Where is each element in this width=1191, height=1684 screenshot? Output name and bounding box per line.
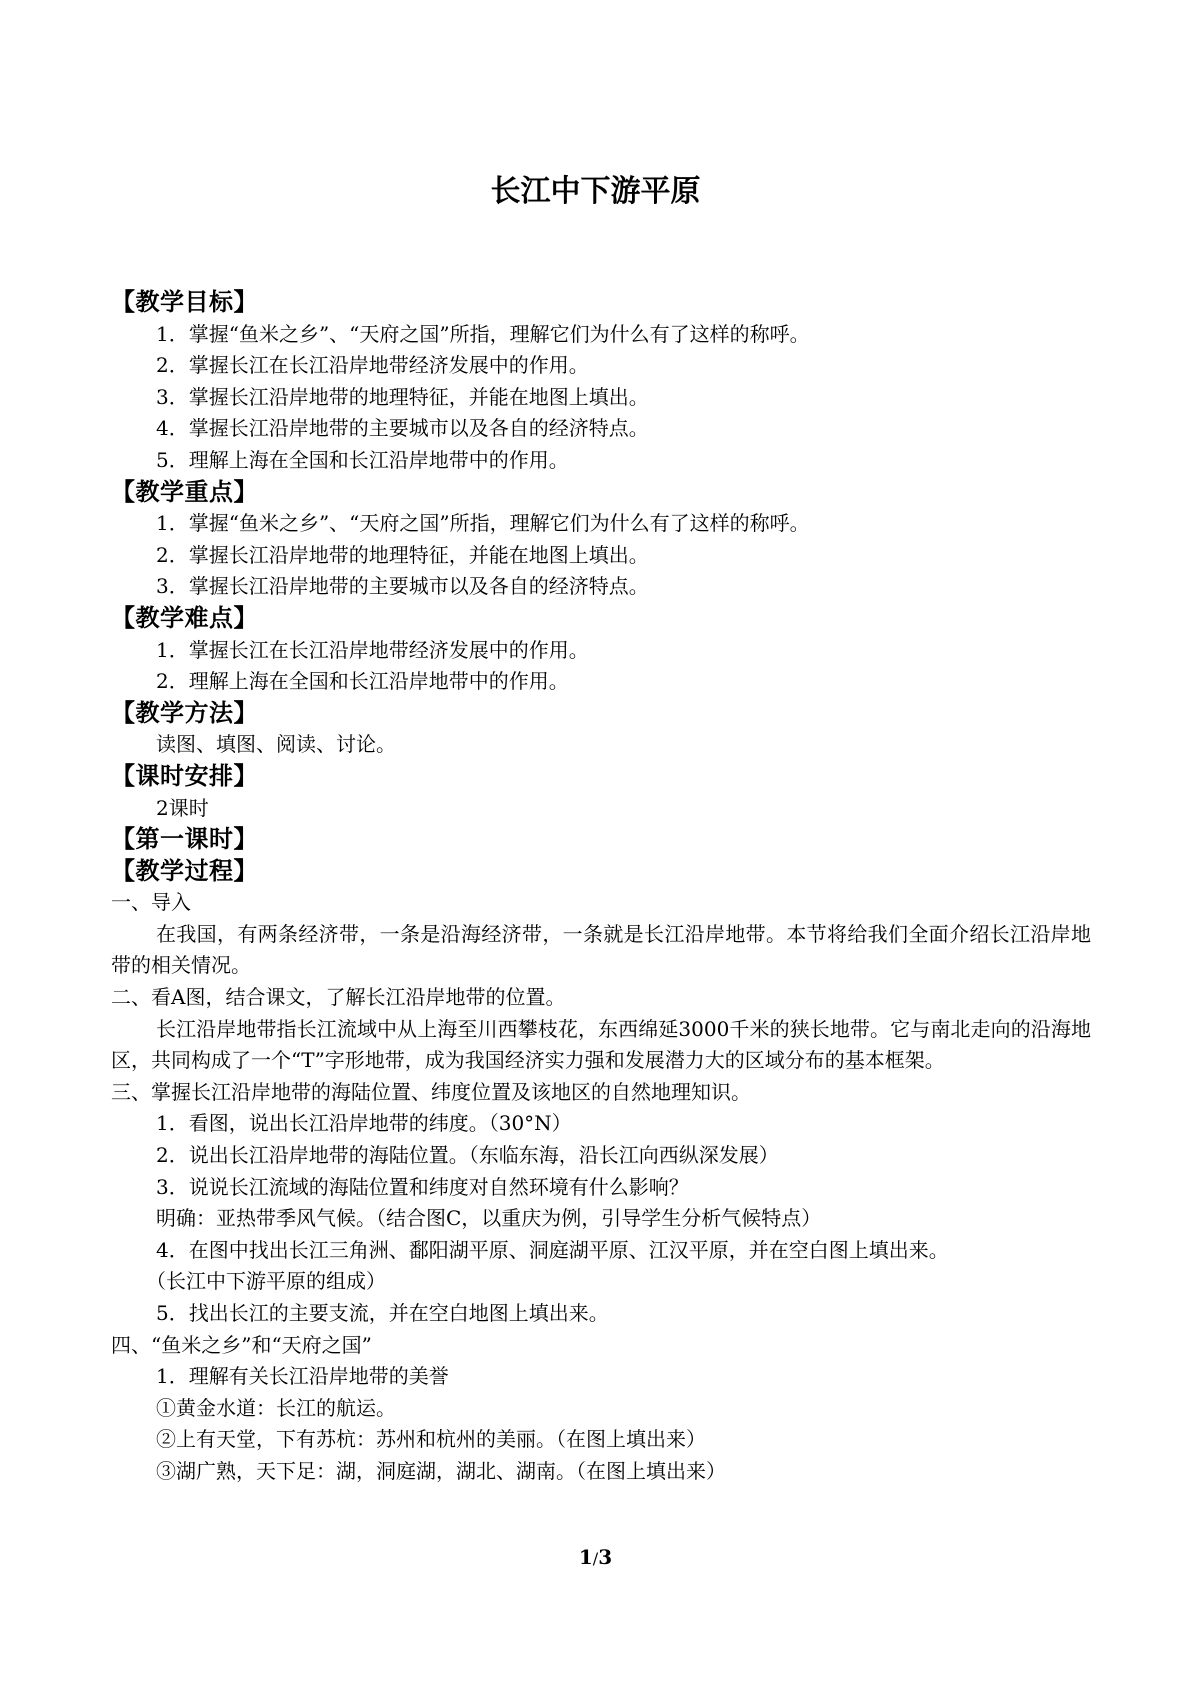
page-current: 1 (578, 1545, 593, 1569)
section-heading-methods: 【教学方法】 (111, 698, 258, 727)
section-heading-difficulties: 【教学难点】 (111, 603, 258, 632)
section-heading-first-lesson: 【第一课时】 (111, 825, 258, 854)
process-paragraph: 在我国，有两条经济带，一条是沿海经济带，一条就是长江沿岸地带。本节将给我们全面介绍长江沿岸地带的相关情况。 (111, 921, 1091, 978)
goal-item: 4．掌握长江沿岸地带的主要城市以及各自的经济特点。 (156, 416, 649, 441)
difficulty-item: 1．掌握长江在长江沿岸地带经济发展中的作用。 (156, 637, 589, 662)
difficulty-item: 2．理解上海在全国和长江沿岸地带中的作用。 (156, 669, 569, 694)
document-body (111, 287, 1091, 1488)
methods-text: 读图、填图、阅读、讨论。 (156, 732, 396, 757)
process-item: 4．在图中找出长江三角洲、鄱阳湖平原、洞庭湖平原、江汉平原，并在空白图上填出来。 (156, 1237, 949, 1262)
process-item: ③湖广熟，天下足：湖，洞庭湖，湖北、湖南。（在图上填出来） (156, 1458, 726, 1483)
section-heading-goals: 【教学目标】 (111, 288, 258, 316)
page-number (0, 1545, 1191, 1569)
process-item: 2．说出长江沿岸地带的海陆位置。（东临东海，沿长江向西纵深发展） (156, 1143, 779, 1168)
process-item: 3．说说长江流域的海陆位置和纬度对自然环境有什么影响？ (156, 1174, 689, 1199)
process-item: 1．看图，说出长江沿岸地带的纬度。（30°N） (156, 1111, 572, 1136)
page-total: 3 (598, 1545, 613, 1569)
process-item: ①黄金水道：长江的航运。 (156, 1395, 396, 1420)
process-part-title: 一、导入 (111, 890, 191, 915)
page-separator: / (592, 1549, 599, 1568)
goal-item: 3．掌握长江沿岸地带的地理特征，并能在地图上填出。 (156, 384, 649, 409)
process-item: ②上有天堂，下有苏杭：苏州和杭州的美丽。（在图上填出来） (156, 1427, 706, 1452)
key-point-item: 3．掌握长江沿岸地带的主要城市以及各自的经济特点。 (156, 574, 649, 599)
key-point-item: 2．掌握长江沿岸地带的地理特征，并能在地图上填出。 (156, 542, 649, 567)
goal-item: 5．理解上海在全国和长江沿岸地带中的作用。 (156, 447, 569, 472)
process-item: 1．理解有关长江沿岸地带的美誉 (156, 1364, 449, 1389)
goal-item: 1．掌握“鱼米之乡”、“天府之国”所指，理解它们为什么有了这样的称呼。 (156, 321, 810, 346)
section-heading-schedule: 【课时安排】 (111, 761, 258, 790)
section-heading-process: 【教学过程】 (111, 856, 258, 885)
schedule-text: 2课时 (156, 795, 209, 820)
process-item: 5．找出长江的主要支流，并在空白地图上填出来。 (156, 1301, 609, 1325)
process-paragraph: 长江沿岸地带指长江流域中从上海至川西攀枝花，东西绵延3000千米的狭长地带。它与南北走向的沿海地区，共同构成了一个“T”字形地带，成为我国经济实力强和发展潜力大的区域分布的基本框架。 (111, 1016, 1091, 1073)
goal-item: 2．掌握长江在长江沿岸地带经济发展中的作用。 (156, 353, 589, 378)
page-title: 长江中下游平原 (490, 174, 701, 209)
process-part-title: 四、“鱼米之乡”和“天府之国” (111, 1332, 372, 1357)
key-point-item: 1．掌握“鱼米之乡”、“天府之国”所指，理解它们为什么有了这样的称呼。 (156, 511, 810, 536)
process-part-title: 三、掌握长江沿岸地带的海陆位置、纬度位置及该地区的自然地理知识。 (111, 1079, 751, 1104)
process-item: （长江中下游平原的组成） (146, 1269, 386, 1294)
process-item: 明确：亚热带季风气候。（结合图C，以重庆为例，引导学生分析气候特点） (156, 1206, 822, 1231)
section-heading-key-points: 【教学重点】 (111, 477, 258, 506)
process-part-title: 二、看A图，结合课文，了解长江沿岸地带的位置。 (111, 985, 566, 1010)
